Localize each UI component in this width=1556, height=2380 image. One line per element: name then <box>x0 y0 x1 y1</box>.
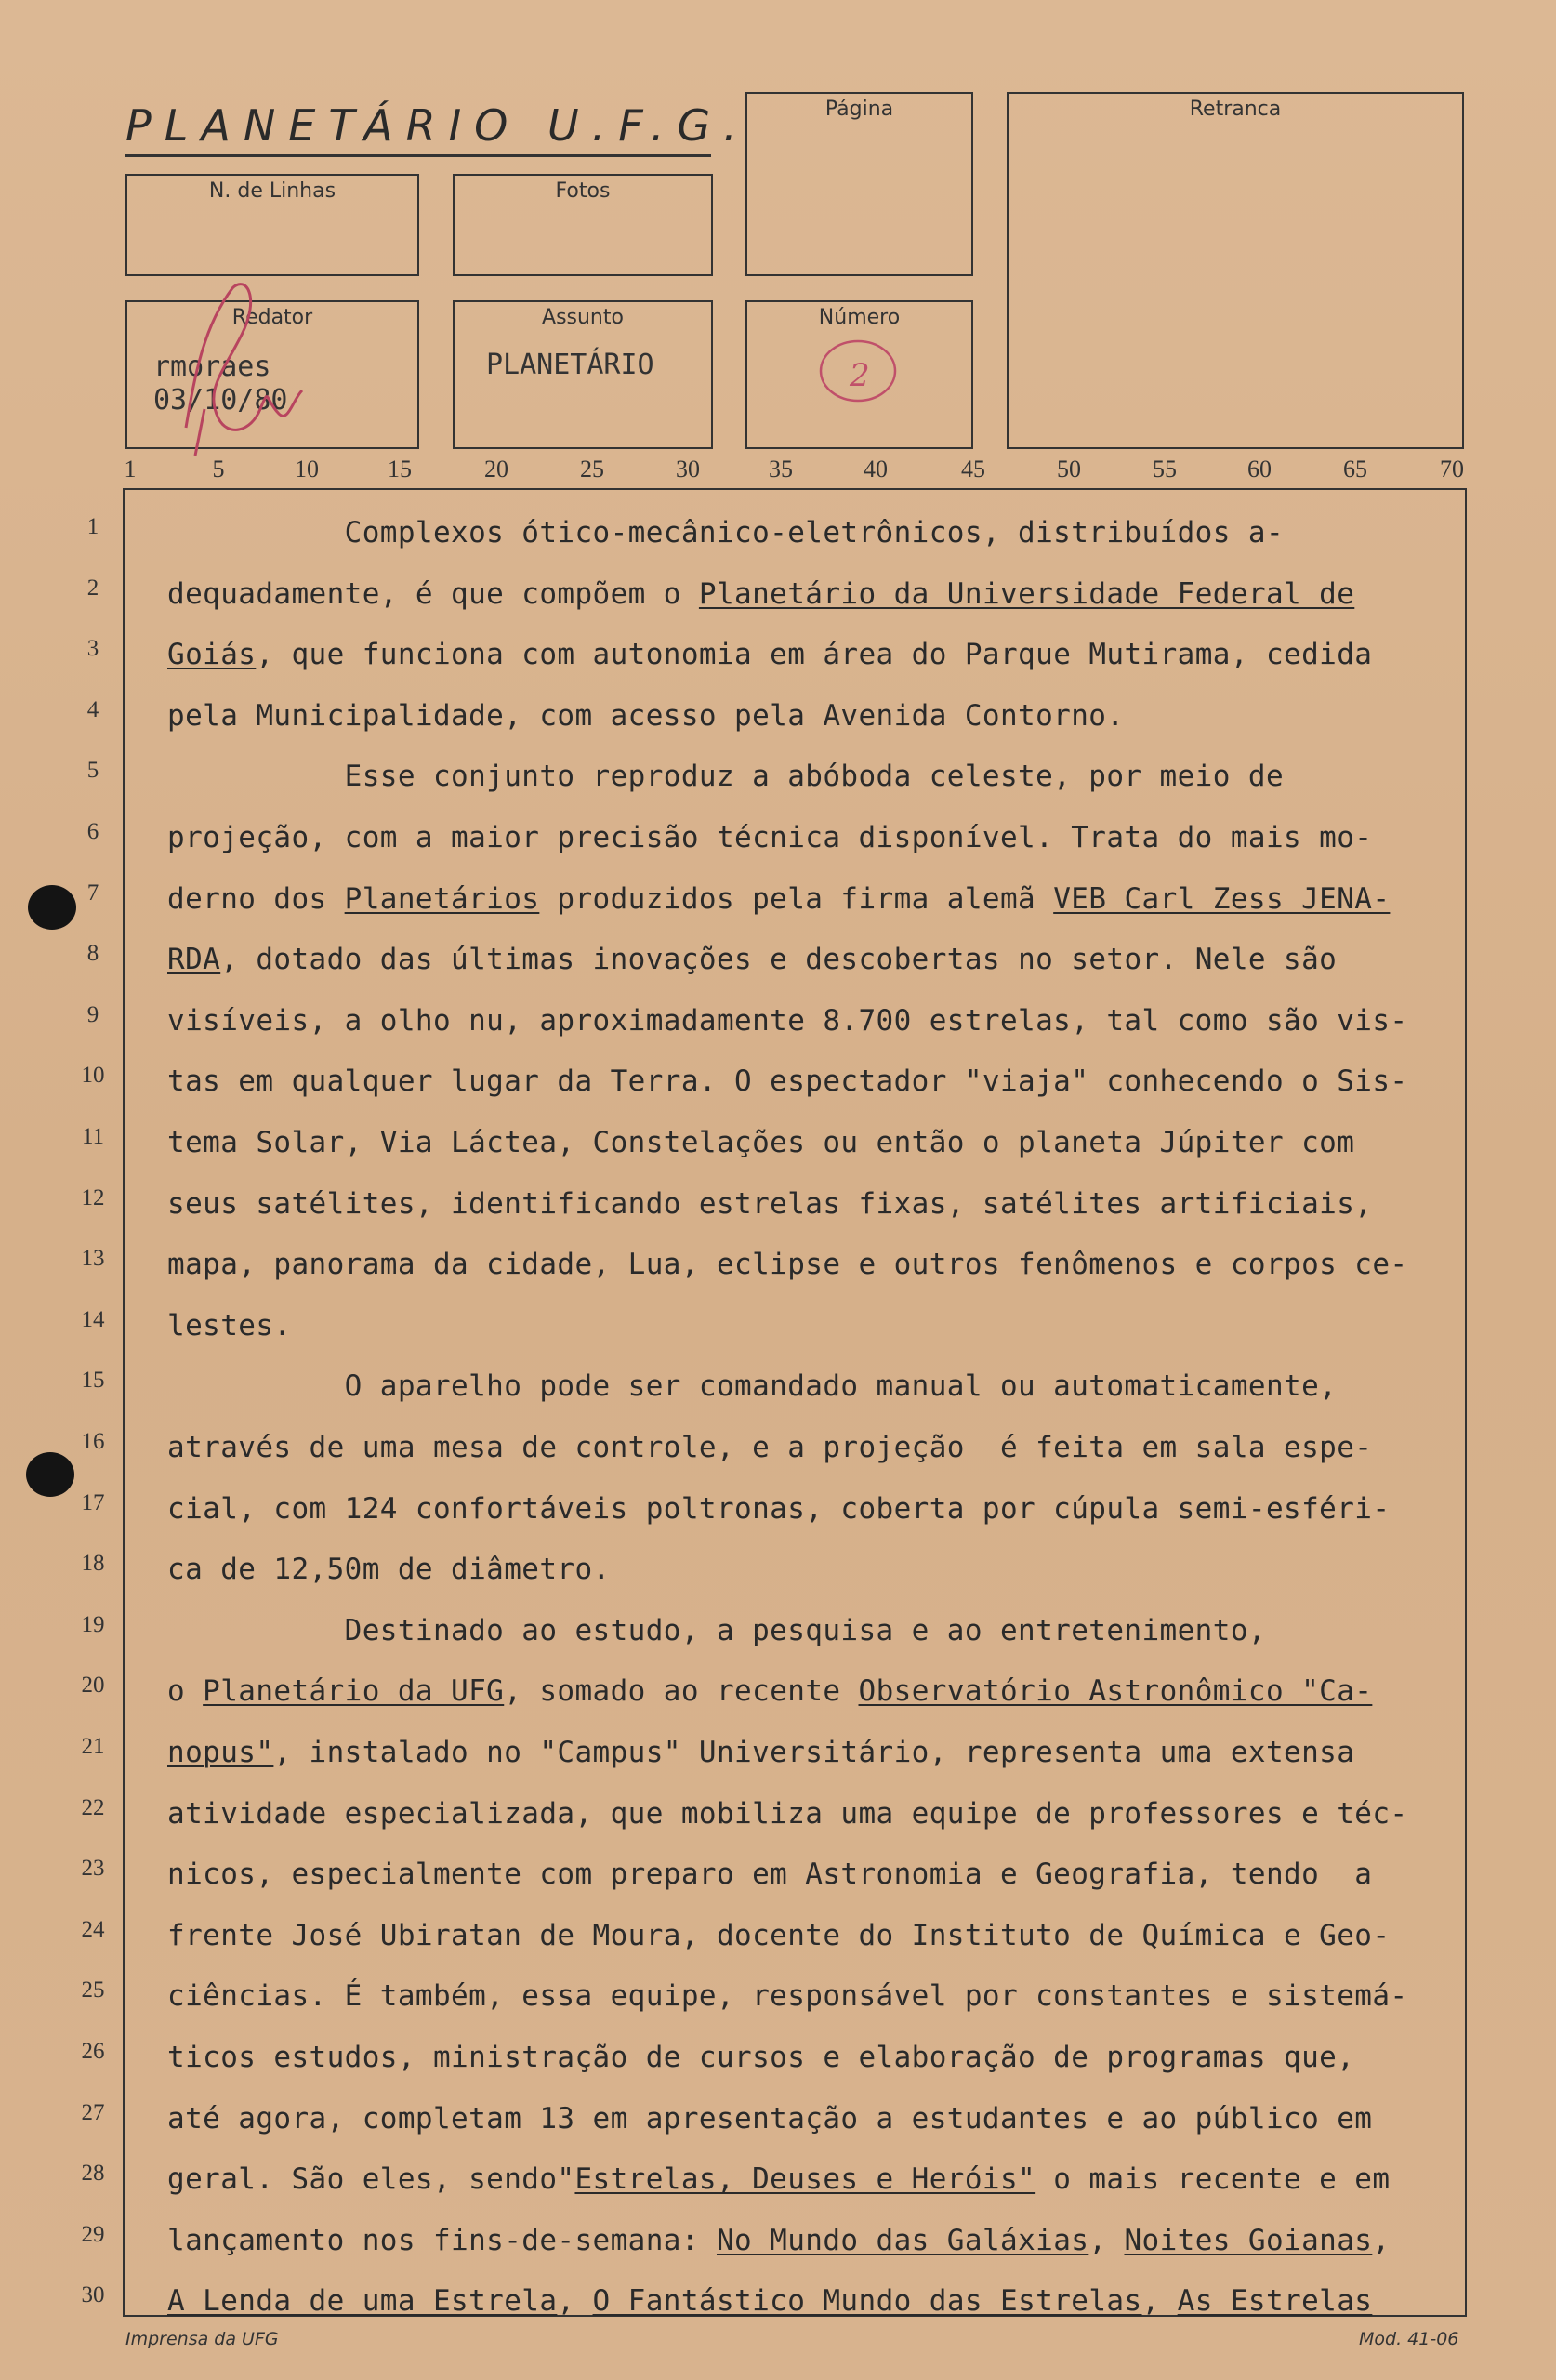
fotos-label: Fotos <box>555 179 611 203</box>
line-number: 3 <box>86 636 99 662</box>
underlined-text: Planetário da Universidade Federal de <box>698 576 1355 611</box>
ruler-mark: 55 <box>1153 456 1177 483</box>
line-number: 26 <box>81 2039 105 2064</box>
line-number: 28 <box>81 2161 105 2187</box>
text-line <box>167 2224 1390 2257</box>
text-line <box>167 1736 1354 1769</box>
line-number: 27 <box>81 2099 105 2125</box>
text-line <box>167 1858 1372 1891</box>
line-number: 19 <box>81 1611 105 1637</box>
line-number: 1 <box>86 514 99 539</box>
text-segment: produzidos pela firma alemã <box>539 881 1054 916</box>
underlined-text: Planetário da UFG <box>203 1674 505 1709</box>
underlined-text: No Mundo das Galáxias <box>716 2223 1089 2257</box>
retranca-label: Retranca <box>1189 98 1282 121</box>
text-segment: tema Solar, Via Láctea, Constelações ou então o planeta Júpiter com <box>167 1126 1355 1159</box>
text-segment: , instalado no "Campus" Universitário, representa uma extensa <box>273 1736 1355 1769</box>
underlined-text: nopus" <box>167 1736 274 1769</box>
ruler-mark: 35 <box>769 456 793 483</box>
ruler-mark: 15 <box>388 456 412 483</box>
line-number: 30 <box>81 2282 105 2308</box>
text-line <box>167 1797 1407 1831</box>
line-number: 16 <box>81 1429 105 1454</box>
footer-form-model: Mod. 41-06 <box>1359 2329 1459 2349</box>
text-segment: , <box>1141 2284 1178 2319</box>
text-line <box>167 699 1124 733</box>
text-line <box>167 1919 1390 1952</box>
text-segment: Destinado ao estudo, a pesquisa e ao entretenimento, <box>167 1613 1266 1647</box>
retranca-box <box>1007 92 1464 449</box>
text-line <box>167 943 1337 976</box>
line-number: 14 <box>81 1306 105 1332</box>
underlined-text: A Lenda de uma Estrela <box>167 2284 558 2319</box>
text-line <box>167 2284 1372 2318</box>
text-line <box>167 1979 1407 2013</box>
line-number: 23 <box>81 1856 105 1882</box>
underlined-text: RDA <box>167 943 221 977</box>
ruler-mark: 10 <box>295 456 319 483</box>
text-segment: , <box>557 2284 593 2319</box>
text-line <box>167 1004 1407 1038</box>
underlined-text: O Fantástico Mundo das Estrelas <box>592 2284 1142 2319</box>
text-segment: lançamento nos fins-de-semana: <box>167 2223 717 2257</box>
linhas-box <box>125 174 419 276</box>
underlined-text: Observatório Astronômico "Ca- <box>858 1674 1373 1709</box>
pagina-box <box>745 92 973 276</box>
text-line <box>167 2102 1372 2135</box>
line-number: 11 <box>81 1124 105 1149</box>
assunto-label: Assunto <box>542 306 624 329</box>
line-number: 8 <box>86 941 99 967</box>
text-line <box>167 1064 1407 1098</box>
text-segment: , dotado das últimas inovações e descobertas no setor. Nele são <box>220 943 1338 977</box>
text-line <box>167 1431 1372 1464</box>
underlined-text: As Estrelas <box>1177 2284 1373 2319</box>
text-line <box>167 1553 611 1586</box>
redator-label: Redator <box>231 306 313 329</box>
line-number: 25 <box>81 1977 105 2003</box>
line-number: 18 <box>81 1551 105 1577</box>
fotos-box <box>453 174 713 276</box>
text-segment: projeção, com a maior precisão técnica disponível. Trata do mais mo- <box>167 821 1373 854</box>
ruler-mark: 30 <box>676 456 700 483</box>
line-number: 2 <box>86 575 99 601</box>
ruler-mark: 40 <box>864 456 888 483</box>
numero-label: Número <box>818 306 901 329</box>
text-line <box>167 1187 1372 1221</box>
text-line <box>167 2041 1354 2074</box>
line-number: 22 <box>81 1794 105 1820</box>
text-line <box>167 1674 1372 1708</box>
assunto-box <box>453 300 713 449</box>
assunto-value: PLANETÁRIO <box>486 349 654 381</box>
text-line <box>167 1248 1407 1281</box>
text-line <box>167 760 1284 793</box>
underlined-text: Noites Goianas <box>1124 2223 1373 2257</box>
line-number: 24 <box>81 1916 105 1942</box>
line-number: 17 <box>81 1489 105 1515</box>
underlined-text: Goiás <box>167 638 257 672</box>
pagina-label: Página <box>824 98 894 121</box>
line-number: 13 <box>81 1246 105 1272</box>
text-segment: , <box>1372 2223 1391 2257</box>
line-number: 9 <box>86 1001 99 1027</box>
punch-hole-bottom <box>26 1452 74 1497</box>
text-segment: ciências. É também, essa equipe, responsável por constantes e sistemá- <box>167 1979 1408 2014</box>
text-segment: geral. São eles, sendo" <box>167 2162 575 2197</box>
text-segment: , que funciona com autonomia em área do Parque Mutirama, cedida <box>256 638 1373 672</box>
ruler-mark: 5 <box>212 456 225 483</box>
numero-handwritten: 2 <box>850 357 870 394</box>
text-segment: ticos estudos, ministração de cursos e elaboração de programas que, <box>167 2041 1355 2074</box>
line-number: 5 <box>86 758 99 784</box>
footer-imprint: Imprensa da UFG <box>125 2329 279 2349</box>
text-segment: , somado ao recente <box>504 1674 859 1709</box>
line-number: 15 <box>81 1368 105 1394</box>
text-line <box>167 516 1284 549</box>
text-segment: ca de 12,50m de diâmetro. <box>167 1553 611 1587</box>
text-segment: visíveis, a olho nu, aproximadamente 8.700 estrelas, tal como são vis- <box>167 1003 1408 1038</box>
line-number: 12 <box>81 1184 105 1210</box>
text-line <box>167 1492 1390 1526</box>
handwritten-initials-annotation <box>139 270 307 474</box>
text-line <box>167 821 1372 854</box>
text-segment: dequadamente, é que compõem o <box>167 576 699 611</box>
line-number: 10 <box>81 1063 105 1089</box>
ruler-mark: 70 <box>1440 456 1464 483</box>
text-line <box>167 882 1390 916</box>
text-segment: pela Municipalidade, com acesso pela Avenida Contorno. <box>167 698 1125 733</box>
text-segment: Esse conjunto reproduz a abóboda celeste, por meio de <box>167 760 1285 794</box>
line-number: 6 <box>86 819 99 844</box>
text-segment: O aparelho pode ser comandado manual ou automaticamente, <box>167 1369 1338 1404</box>
text-segment: até agora, completam 13 em apresentação a estudantes e ao público em <box>167 2101 1373 2135</box>
numero-box <box>745 300 973 449</box>
text-segment: tas em qualquer lugar da Terra. O espectador "viaja" conhecendo o Sis- <box>167 1064 1408 1099</box>
punch-hole-top <box>28 885 76 930</box>
text-segment: cial, com 124 confortáveis poltronas, coberta por cúpula semi-esféri- <box>167 1491 1391 1526</box>
text-segment: nicos, especialmente com preparo em Astronomia e Geografia, tendo a <box>167 1858 1373 1892</box>
text-segment: Complexos ótico-mecânico-eletrônicos, distribuídos a- <box>167 516 1285 549</box>
text-line <box>167 577 1354 611</box>
line-number: 29 <box>81 2221 105 2247</box>
text-segment: o <box>167 1674 204 1709</box>
redator-value: rmoraes 03/10/80 <box>153 350 288 416</box>
ruler-mark: 1 <box>124 456 137 483</box>
line-number: 20 <box>81 1673 105 1699</box>
column-ruler <box>121 456 1478 489</box>
text-segment: frente José Ubiratan de Moura, docente do Instituto de Química e Geo- <box>167 1918 1391 1952</box>
text-line <box>167 1309 291 1342</box>
text-line <box>167 1126 1354 1159</box>
underlined-text: VEB Carl Zess JENA- <box>1053 881 1391 916</box>
text-segment: o mais recente e em <box>1035 2162 1391 2197</box>
ruler-mark: 50 <box>1057 456 1081 483</box>
line-number: 21 <box>81 1734 105 1759</box>
linhas-label: N. de Linhas <box>208 179 336 203</box>
line-number: 7 <box>86 879 99 906</box>
line-number: 4 <box>86 696 99 722</box>
underlined-text: Planetários <box>344 881 540 916</box>
text-segment: derno dos <box>167 881 345 916</box>
text-segment: seus satélites, identificando estrelas fixas, satélites artificiais, <box>167 1186 1373 1221</box>
text-line <box>167 2162 1390 2196</box>
underlined-text: Estrelas, Deuses e Heróis" <box>574 2162 1036 2197</box>
ruler-mark: 45 <box>961 456 985 483</box>
text-line <box>167 1614 1266 1647</box>
ruler-mark: 20 <box>484 456 508 483</box>
ruler-mark: 60 <box>1247 456 1272 483</box>
text-segment: atividade especializada, que mobiliza uma equipe de professores e téc- <box>167 1796 1408 1831</box>
text-segment: , <box>1088 2223 1125 2257</box>
numero-circle-annotation <box>807 332 909 406</box>
text-segment: através de uma mesa de controle, e a projeção é feita em sala espe- <box>167 1431 1373 1464</box>
ruler-mark: 25 <box>580 456 604 483</box>
ruler-mark: 65 <box>1343 456 1367 483</box>
text-segment: lestes. <box>167 1308 292 1342</box>
text-line <box>167 638 1372 671</box>
form-title: PLANETÁRIO U.F.G. <box>125 100 711 157</box>
text-segment: mapa, panorama da cidade, Lua, eclipse e outros fenômenos e corpos ce- <box>167 1248 1408 1282</box>
text-line <box>167 1369 1337 1403</box>
